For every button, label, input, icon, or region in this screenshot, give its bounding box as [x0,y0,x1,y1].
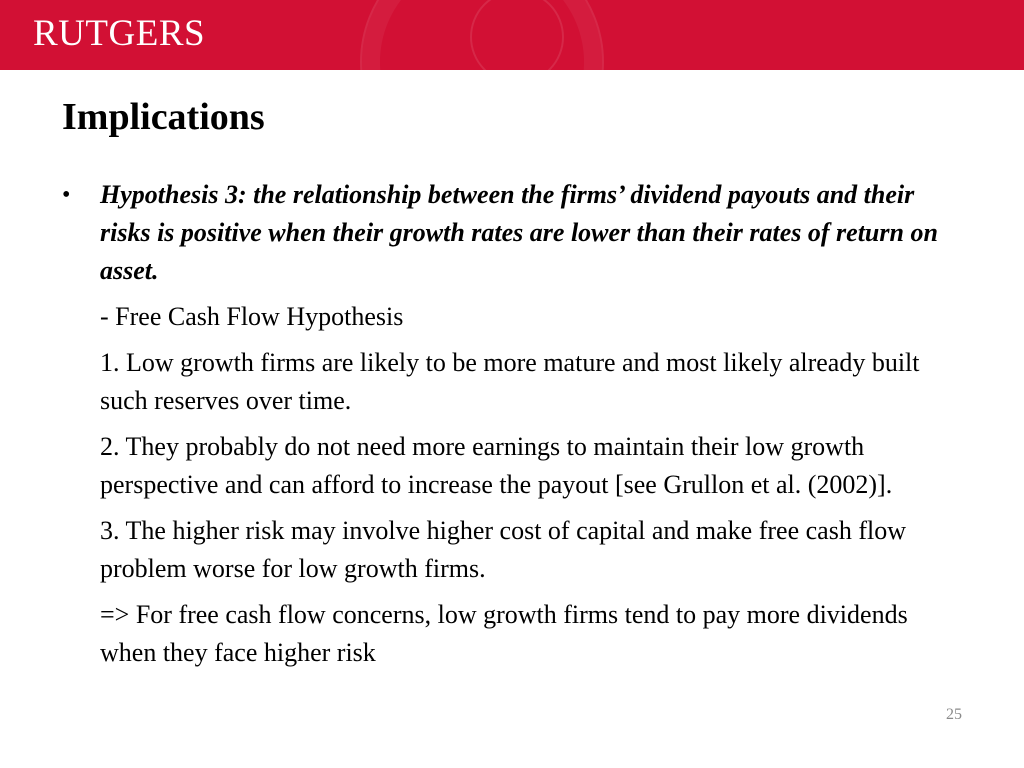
seal-watermark-inner [470,0,564,70]
slide-title: Implications [62,96,265,138]
header-banner [0,0,1024,70]
page-number: 25 [946,706,962,723]
conclusion: => For free cash flow concerns, low growth firms tend to pay more dividends when they face higher risk [100,600,908,667]
point-1: 1. Low growth firms are likely to be more mature and most likely already built such reserves over time. [100,348,920,415]
point-2: 2. They probably do not need more earnings to maintain their low growth perspective and can afford to increase the payout [see Grullon et al. (2002)]. [100,432,893,499]
bullet-icon: • [62,182,71,208]
hypothesis-statement: Hypothesis 3: the relationship between the firms’ dividend payouts and their risks is positive when their growth rates are lower than their rates of return on asset. [100,180,938,285]
rutgers-logo: RUTGERS [33,13,206,54]
bullet-item [62,176,962,290]
point-3: 3. The higher risk may involve higher cost of capital and make free cash flow problem worse for low growth firms. [100,516,906,583]
slide-body [62,176,962,672]
sub-heading: - Free Cash Flow Hypothesis [100,302,404,331]
